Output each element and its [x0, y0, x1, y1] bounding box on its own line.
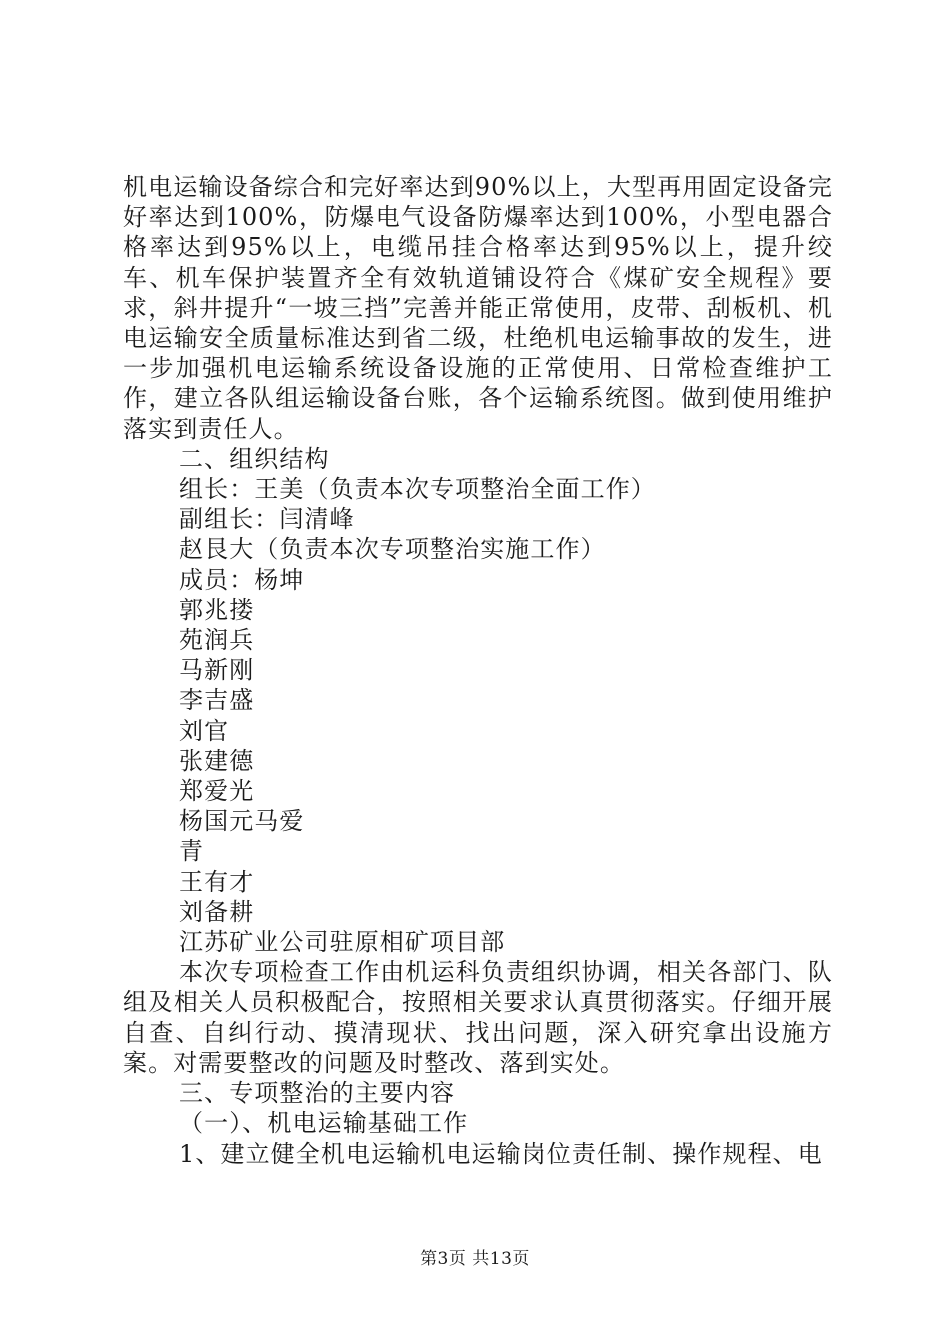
organization-line: 江苏矿业公司驻原相矿项目部 [179, 928, 506, 957]
deputy-leader-line: 副组长：闫清峰 [179, 505, 355, 534]
page-number-footer: 第3页 共13页 [420, 1249, 530, 1269]
member-item: 青 [179, 837, 205, 866]
coordination-paragraph: 本次专项检查工作由机运科负责组织协调，相关各部门、队组及相关人员积极配合，按照相关要求认真贯彻落实。仔细开展自查、自纠行动、摸清现状、找出问题，深入研究拿出设施方案。对需要整改的问题及时整改、落到实处。 [123, 958, 833, 1077]
section3-heading: 三、专项整治的主要内容 [179, 1079, 456, 1108]
member-item: 刘备耕 [179, 897, 255, 926]
subsection1-heading: （一）、机电运输基础工作 [179, 1109, 469, 1138]
intro-paragraph: 机电运输设备综合和完好率达到90%以上，大型再用固定设备完好率达到100%，防爆电气设备防爆率达到100%，小型电器合格率达到95%以上，电缆吊挂合格率达到95%以上，提升绞车、机车保护装置齐全有效轨道铺设符合《煤矿安全规程》要求，斜井提升“一坡三挡”完善并能正常使用，皮带、刮板机、机电运输安全质量标准达到省二级，杜绝机电运输事故的发生，进一步加强机电运输系统设备设施的正常使用、日常检查维护工作，建立各队组运输设备台账，各个运输系统图。做到使用维护落实到责任人。 [123, 173, 833, 443]
member-item: 郭兆搂 [179, 595, 255, 624]
member-item: 苑润兵 [179, 626, 255, 655]
member-item: 张建德 [179, 746, 255, 775]
section2-heading: 二、组织结构 [179, 444, 330, 473]
document-body [123, 172, 833, 1169]
member-item: 刘官 [179, 716, 230, 745]
member-item: 杨国元马爱 [179, 807, 305, 836]
member-item: 马新刚 [179, 656, 255, 685]
deputy-2-line: 赵艮大（负责本次专项整治实施工作） [179, 535, 606, 564]
leader-line: 组长：王美（负责本次专项整治全面工作） [179, 475, 656, 504]
member-item: 郑爱光 [179, 777, 255, 806]
item1-start: 1、建立健全机电运输机电运输岗位责任制、操作规程、电 [179, 1139, 823, 1168]
members-label: 成员：杨坤 [179, 565, 305, 594]
member-item: 王有才 [179, 867, 255, 896]
member-item: 李吉盛 [179, 686, 255, 715]
